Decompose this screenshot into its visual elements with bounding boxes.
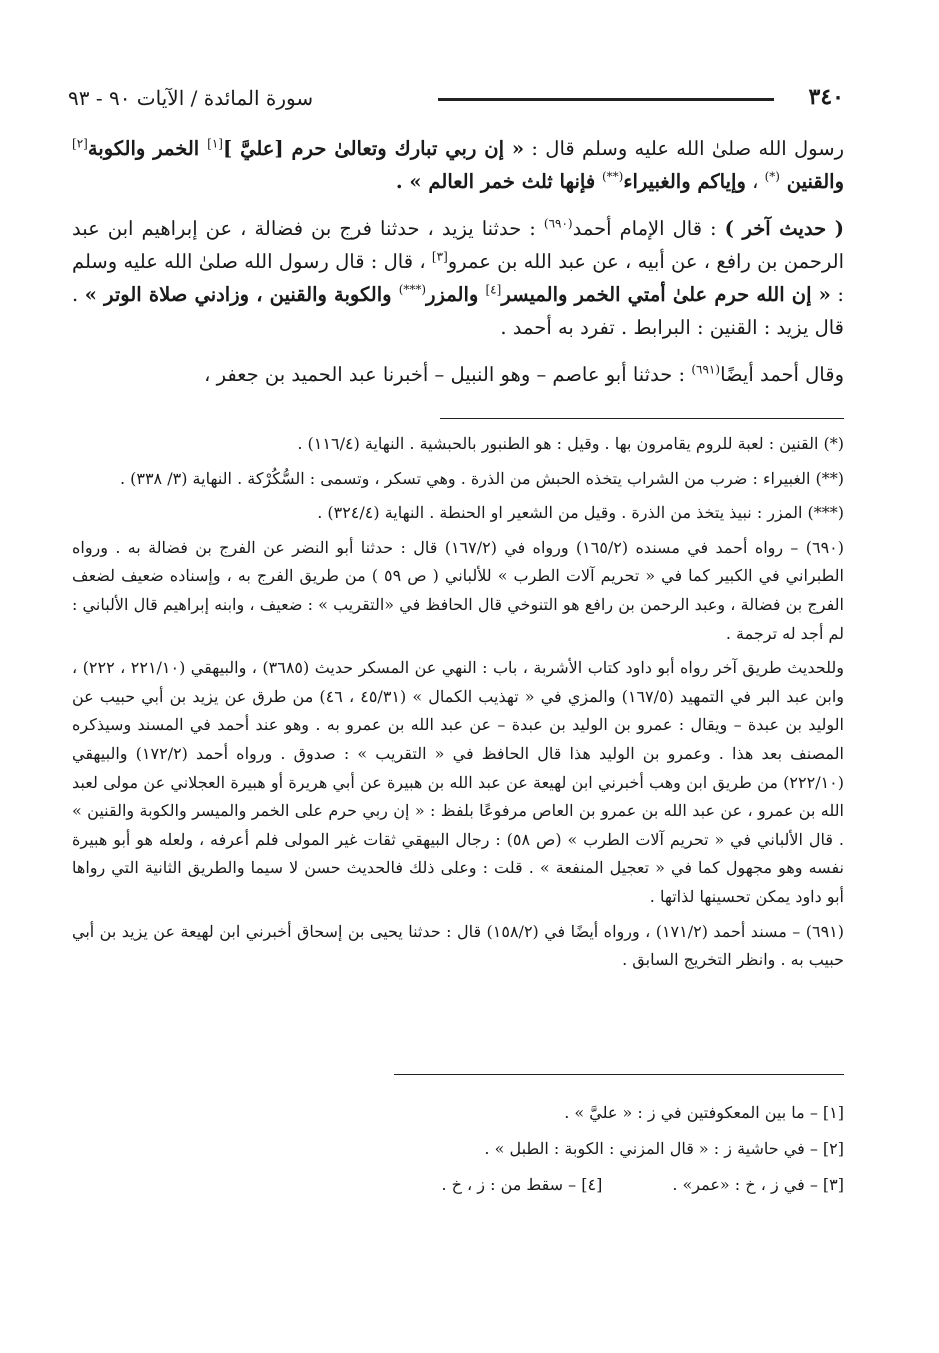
variant-note-row [72,1170,844,1200]
paragraph-1 [72,132,844,198]
hadith-text: والقنين [779,170,844,193]
hadith-text: « إن الله حرم علىٰ أمتي الخمر والميسر [501,283,831,306]
variant-notes [72,1098,844,1200]
variant-note: [٤] – سقط من : ز ، خ . [441,1175,603,1194]
header-rule [438,98,774,101]
variant-note: [١] – ما بين المعكوفتين في ز : « عليَّ » . [564,1103,844,1122]
variant-marker: [١] [207,136,223,151]
footnotes [72,430,844,981]
hadith-text: فإنها ثلث خمر العالم » . [395,170,602,193]
footnote-separator [440,418,844,419]
variant-note: [٢] – في حاشية ز : « قال المزني : الكوبة : الطبل » . [484,1139,844,1158]
footnote: (٦٩٠) – رواه أحمد في مسنده (١٦٥/٢) ورواه في (١٦٧/٢) قال : حدثنا أبو النضر عن الفرج بن فضالة به . ورواه الطبراني في الكبير كما في « تحريم آلات الطرب » للألباني ( ص ٥٩ ) من طريق الفرج به ، وإسناده ضعيف لضعف الفرج بن فضالة ، وعبد الرحمن بن رافع هو التنوخي قال الحافظ في «التقريب » : ضعيف ، وابنه إبراهيم قال الألباني : لم أجد له ترجمة . [72,537,844,643]
paragraph-3 [72,358,844,391]
hadith-text: « إن ربي تبارك وتعالىٰ حرم [عليَّ ] [222,137,525,160]
text-run: : حدثنا يزيد ، حدثنا فرج بن فضالة ، عن إبراهيم ابن عبد الرحمن بن رافع ، عن أبيه ، عن عبد الله بن عمرو [72,217,844,273]
hadith-text: الخمر والكوبة [87,137,208,160]
footnote-marker: (***) [398,282,427,297]
variants-separator [394,1074,844,1075]
variant-marker: [٣] [431,249,448,264]
variant-marker: [٢] [72,136,88,151]
text-run: ، [745,170,765,193]
hadith-text: والمزر [426,283,486,306]
variant-note: [٣] – في ز ، خ : «عمر» . [672,1175,844,1194]
footnote: (٦٩١) – مسند أحمد (١٧١/٢) ، ورواه أيضًا في (١٥٨/٢) قال : حدثنا يحيى بن إسحاق أخبرني ابن لهيعة عن يزيد بن أبي حبيب به . وانظر التخريج السابق . [72,921,844,970]
hadith-text: والكوبة والقنين ، وزادني صلاة الوتر » [84,283,399,306]
footnote: (**) الغبيراء : ضرب من الشراب يتخذه الحبش من الذرة . وهي تسكر ، وتسمى : السُّكُرْكة . النهاية (٣/ ٣٣٨) . [119,468,844,488]
paragraph-2 [72,212,844,344]
footnote-marker: (*) [764,169,780,184]
text-run: ، قال : قال رسول الله صلىٰ الله عليه وسلم : [72,250,845,306]
section-heading: ( حديث آخر ) [724,217,845,240]
footnote: (*) القنين : لعبة للروم يقامرون بها . وقيل : هو الطنبور بالحبشية . النهاية (١١٦/٤) . [297,434,844,453]
footnote-marker: (٦٩١) [691,362,721,377]
text-run: : حدثنا أبو عاصم – وهو النبيل – أخبرنا عبد الحميد بن جعفر ، [204,363,692,386]
text-run: رسول الله صلىٰ الله عليه وسلم قال : [524,137,845,160]
text-run: . قال يزيد : القنين : البرابط . تفرد به أحمد . [72,283,844,339]
footnote: (***) المزر : نبيذ يتخذ من الذرة . وقيل من الشعير او الحنطة . النهاية (٣٢٤/٤) . [317,503,844,523]
page-number: ٣٤٠ [808,84,844,110]
footnote-marker: (٦٩٠) [543,216,573,231]
footnote-marker: (**) [601,169,624,184]
page-header [68,84,844,114]
main-text [72,132,844,405]
footnote: وللحديث طريق آخر رواه أبو داود كتاب الأشربة ، باب : النهي عن المسكر حديث (٣٦٨٥) ، والبيهقي (٢٢١/١٠ ، ٢٢٢) ، وابن عبد البر في التمهيد (١٦٧/٥) والمزي في « تهذيب الكمال » (٤٥/٣١ ، ٤٦) من طرق عن يزيد بن أبي حبيب عن الوليد بن عبدة – ويقال : عمرو بن الوليد بن عبدة – عن عبد الله بن عمرو به . وهو عند أحمد في المسند وسيذكره المصنف بعد هذا . وعمرو بن الوليد هذا قال الحافظ في « التقريب » : صدوق . ورواه أحمد (١٧٢/٢) والبيهقي (٢٢٢/١٠) من طريق ابن وهب أخبرني ابن لهيعة عن عبد الله بن هبيرة عن أبي هريرة أو هبيرة العجلاني عن مولى لعبد الله بن عمرو ، عن عبد الله بن عمرو بن العاص مرفوعًا بلفظ : « إن ربي حرم على الخمر والميسر والكوبة والقنين » . قال الألباني في « تحريم آلات الطرب » (ص ٥٨) : رجال البيهقي ثقات غير المولى فلم أعرفه ، ولعله هو أبو هبيرة نفسه وهو مجهول كما في « تعجيل المنفعة » . قلت : وعلى ذلك فالحديث حسن لا سيما والطريق الثانية التي رواها أبو داود يمكن تحسينها لذاتها . [72,658,845,906]
surah-title: سورة المائدة / الآيات ٩٠ - ٩٣ [68,86,314,110]
hadith-text: وإياكم والغبيراء [623,170,746,193]
variant-marker: [٤] [485,282,502,297]
text-run: : قال الإمام أحمد [572,217,725,240]
text-run: وقال أحمد أيضًا [720,363,844,386]
